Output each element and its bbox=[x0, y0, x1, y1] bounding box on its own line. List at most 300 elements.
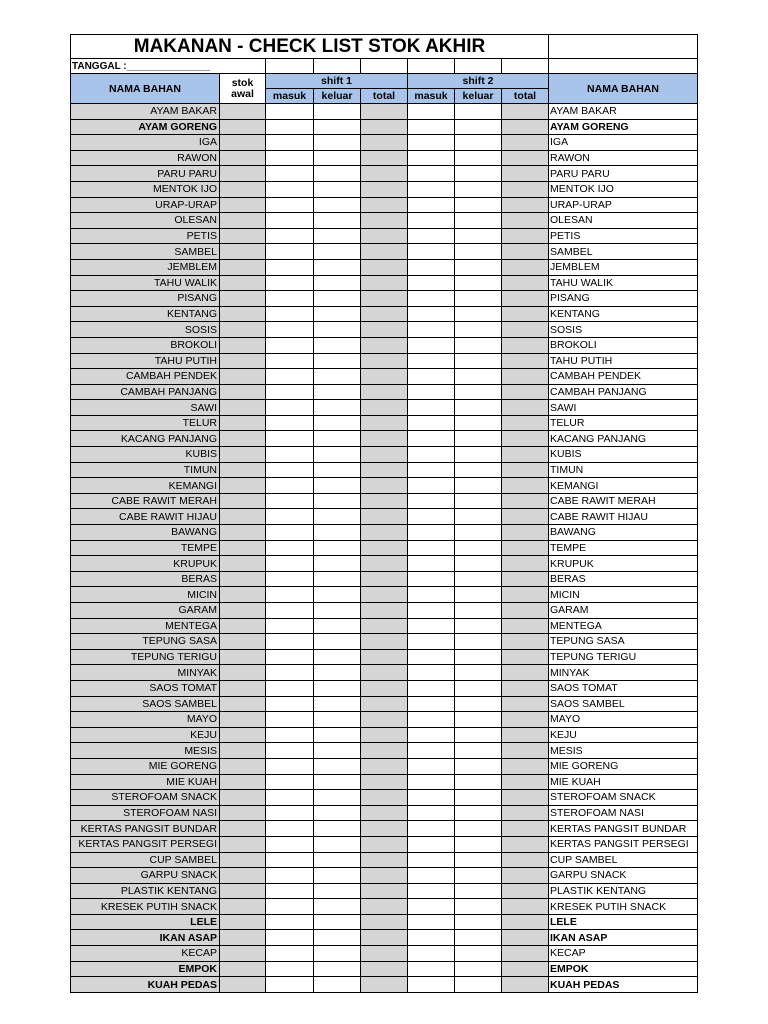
shift2-total-cell[interactable] bbox=[502, 618, 549, 634]
shift2-masuk-cell[interactable] bbox=[408, 244, 455, 260]
shift1-masuk-cell[interactable] bbox=[266, 899, 314, 915]
shift1-masuk-cell[interactable] bbox=[266, 712, 314, 728]
shift2-masuk-cell[interactable] bbox=[408, 509, 455, 525]
shift1-masuk-cell[interactable] bbox=[266, 493, 314, 509]
stok-awal-cell[interactable] bbox=[220, 493, 266, 509]
shift2-keluar-cell[interactable] bbox=[455, 821, 502, 837]
shift1-masuk-cell[interactable] bbox=[266, 680, 314, 696]
shift2-keluar-cell[interactable] bbox=[455, 181, 502, 197]
shift2-masuk-cell[interactable] bbox=[408, 712, 455, 728]
shift2-total-cell[interactable] bbox=[502, 228, 549, 244]
shift2-masuk-cell[interactable] bbox=[408, 197, 455, 213]
shift1-masuk-cell[interactable] bbox=[266, 914, 314, 930]
shift1-keluar-cell[interactable] bbox=[314, 400, 361, 416]
shift2-keluar-cell[interactable] bbox=[455, 587, 502, 603]
shift1-keluar-cell[interactable] bbox=[314, 914, 361, 930]
shift1-total-cell[interactable] bbox=[361, 150, 408, 166]
shift1-total-cell[interactable] bbox=[361, 774, 408, 790]
shift2-total-cell[interactable] bbox=[502, 821, 549, 837]
shift1-total-cell[interactable] bbox=[361, 790, 408, 806]
stok-awal-cell[interactable] bbox=[220, 930, 266, 946]
shift1-total-cell[interactable] bbox=[361, 478, 408, 494]
shift2-keluar-cell[interactable] bbox=[455, 244, 502, 260]
shift2-total-cell[interactable] bbox=[502, 462, 549, 478]
shift1-total-cell[interactable] bbox=[361, 166, 408, 182]
shift2-masuk-cell[interactable] bbox=[408, 337, 455, 353]
shift1-keluar-cell[interactable] bbox=[314, 384, 361, 400]
shift1-keluar-cell[interactable] bbox=[314, 509, 361, 525]
shift1-keluar-cell[interactable] bbox=[314, 712, 361, 728]
shift2-keluar-cell[interactable] bbox=[455, 634, 502, 650]
shift2-masuk-cell[interactable] bbox=[408, 104, 455, 120]
shift1-total-cell[interactable] bbox=[361, 836, 408, 852]
shift2-keluar-cell[interactable] bbox=[455, 836, 502, 852]
shift1-masuk-cell[interactable] bbox=[266, 384, 314, 400]
shift2-masuk-cell[interactable] bbox=[408, 135, 455, 151]
shift2-masuk-cell[interactable] bbox=[408, 883, 455, 899]
shift2-total-cell[interactable] bbox=[502, 883, 549, 899]
shift2-keluar-cell[interactable] bbox=[455, 197, 502, 213]
shift1-keluar-cell[interactable] bbox=[314, 291, 361, 307]
shift2-total-cell[interactable] bbox=[502, 275, 549, 291]
shift2-total-cell[interactable] bbox=[502, 587, 549, 603]
stok-awal-cell[interactable] bbox=[220, 478, 266, 494]
shift2-keluar-cell[interactable] bbox=[455, 493, 502, 509]
shift2-keluar-cell[interactable] bbox=[455, 135, 502, 151]
shift1-keluar-cell[interactable] bbox=[314, 306, 361, 322]
shift2-masuk-cell[interactable] bbox=[408, 306, 455, 322]
shift1-keluar-cell[interactable] bbox=[314, 790, 361, 806]
shift1-keluar-cell[interactable] bbox=[314, 852, 361, 868]
shift2-keluar-cell[interactable] bbox=[455, 228, 502, 244]
stok-awal-cell[interactable] bbox=[220, 197, 266, 213]
shift1-masuk-cell[interactable] bbox=[266, 150, 314, 166]
shift1-total-cell[interactable] bbox=[361, 306, 408, 322]
shift2-keluar-cell[interactable] bbox=[455, 899, 502, 915]
shift2-masuk-cell[interactable] bbox=[408, 353, 455, 369]
shift2-keluar-cell[interactable] bbox=[455, 680, 502, 696]
shift1-total-cell[interactable] bbox=[361, 525, 408, 541]
shift2-total-cell[interactable] bbox=[502, 259, 549, 275]
shift2-keluar-cell[interactable] bbox=[455, 774, 502, 790]
shift1-masuk-cell[interactable] bbox=[266, 322, 314, 338]
shift1-total-cell[interactable] bbox=[361, 462, 408, 478]
shift1-total-cell[interactable] bbox=[361, 946, 408, 962]
shift1-total-cell[interactable] bbox=[361, 587, 408, 603]
shift1-masuk-cell[interactable] bbox=[266, 181, 314, 197]
shift1-total-cell[interactable] bbox=[361, 556, 408, 572]
shift1-masuk-cell[interactable] bbox=[266, 571, 314, 587]
shift2-masuk-cell[interactable] bbox=[408, 758, 455, 774]
shift2-keluar-cell[interactable] bbox=[455, 104, 502, 120]
shift1-keluar-cell[interactable] bbox=[314, 571, 361, 587]
shift2-keluar-cell[interactable] bbox=[455, 525, 502, 541]
shift2-total-cell[interactable] bbox=[502, 509, 549, 525]
shift2-total-cell[interactable] bbox=[502, 634, 549, 650]
shift1-total-cell[interactable] bbox=[361, 540, 408, 556]
shift2-total-cell[interactable] bbox=[502, 977, 549, 993]
shift2-masuk-cell[interactable] bbox=[408, 369, 455, 385]
stok-awal-cell[interactable] bbox=[220, 977, 266, 993]
shift1-total-cell[interactable] bbox=[361, 712, 408, 728]
shift2-total-cell[interactable] bbox=[502, 556, 549, 572]
stok-awal-cell[interactable] bbox=[220, 774, 266, 790]
shift2-masuk-cell[interactable] bbox=[408, 493, 455, 509]
shift2-keluar-cell[interactable] bbox=[455, 306, 502, 322]
shift1-masuk-cell[interactable] bbox=[266, 135, 314, 151]
stok-awal-cell[interactable] bbox=[220, 369, 266, 385]
shift2-total-cell[interactable] bbox=[502, 914, 549, 930]
shift1-keluar-cell[interactable] bbox=[314, 337, 361, 353]
shift1-keluar-cell[interactable] bbox=[314, 727, 361, 743]
stok-awal-cell[interactable] bbox=[220, 556, 266, 572]
shift2-total-cell[interactable] bbox=[502, 852, 549, 868]
shift2-keluar-cell[interactable] bbox=[455, 977, 502, 993]
shift1-total-cell[interactable] bbox=[361, 291, 408, 307]
shift2-keluar-cell[interactable] bbox=[455, 291, 502, 307]
shift2-total-cell[interactable] bbox=[502, 774, 549, 790]
shift2-total-cell[interactable] bbox=[502, 415, 549, 431]
shift1-total-cell[interactable] bbox=[361, 899, 408, 915]
shift1-masuk-cell[interactable] bbox=[266, 104, 314, 120]
shift1-masuk-cell[interactable] bbox=[266, 119, 314, 135]
shift2-keluar-cell[interactable] bbox=[455, 914, 502, 930]
shift2-masuk-cell[interactable] bbox=[408, 259, 455, 275]
shift2-total-cell[interactable] bbox=[502, 135, 549, 151]
shift1-keluar-cell[interactable] bbox=[314, 774, 361, 790]
shift1-keluar-cell[interactable] bbox=[314, 540, 361, 556]
shift2-masuk-cell[interactable] bbox=[408, 930, 455, 946]
shift1-total-cell[interactable] bbox=[361, 104, 408, 120]
stok-awal-cell[interactable] bbox=[220, 758, 266, 774]
shift1-total-cell[interactable] bbox=[361, 680, 408, 696]
shift1-total-cell[interactable] bbox=[361, 852, 408, 868]
shift1-total-cell[interactable] bbox=[361, 883, 408, 899]
stok-awal-cell[interactable] bbox=[220, 634, 266, 650]
shift2-masuk-cell[interactable] bbox=[408, 213, 455, 229]
shift1-keluar-cell[interactable] bbox=[314, 883, 361, 899]
shift1-keluar-cell[interactable] bbox=[314, 758, 361, 774]
stok-awal-cell[interactable] bbox=[220, 306, 266, 322]
stok-awal-cell[interactable] bbox=[220, 275, 266, 291]
shift2-masuk-cell[interactable] bbox=[408, 150, 455, 166]
shift1-masuk-cell[interactable] bbox=[266, 275, 314, 291]
shift2-keluar-cell[interactable] bbox=[455, 540, 502, 556]
shift1-keluar-cell[interactable] bbox=[314, 150, 361, 166]
shift1-keluar-cell[interactable] bbox=[314, 369, 361, 385]
shift1-total-cell[interactable] bbox=[361, 509, 408, 525]
shift1-keluar-cell[interactable] bbox=[314, 447, 361, 463]
shift2-masuk-cell[interactable] bbox=[408, 462, 455, 478]
shift1-masuk-cell[interactable] bbox=[266, 447, 314, 463]
shift1-keluar-cell[interactable] bbox=[314, 665, 361, 681]
shift2-keluar-cell[interactable] bbox=[455, 696, 502, 712]
shift2-keluar-cell[interactable] bbox=[455, 353, 502, 369]
shift1-keluar-cell[interactable] bbox=[314, 431, 361, 447]
date-field[interactable]: TANGGAL :_______________ bbox=[71, 59, 266, 74]
shift2-total-cell[interactable] bbox=[502, 493, 549, 509]
shift2-keluar-cell[interactable] bbox=[455, 805, 502, 821]
shift2-masuk-cell[interactable] bbox=[408, 680, 455, 696]
stok-awal-cell[interactable] bbox=[220, 587, 266, 603]
shift1-masuk-cell[interactable] bbox=[266, 213, 314, 229]
shift2-masuk-cell[interactable] bbox=[408, 384, 455, 400]
shift1-keluar-cell[interactable] bbox=[314, 946, 361, 962]
shift2-total-cell[interactable] bbox=[502, 571, 549, 587]
shift1-masuk-cell[interactable] bbox=[266, 790, 314, 806]
shift1-masuk-cell[interactable] bbox=[266, 462, 314, 478]
shift2-keluar-cell[interactable] bbox=[455, 868, 502, 884]
shift1-keluar-cell[interactable] bbox=[314, 353, 361, 369]
shift2-keluar-cell[interactable] bbox=[455, 322, 502, 338]
shift1-total-cell[interactable] bbox=[361, 181, 408, 197]
shift2-keluar-cell[interactable] bbox=[455, 961, 502, 977]
shift2-total-cell[interactable] bbox=[502, 727, 549, 743]
shift2-keluar-cell[interactable] bbox=[455, 478, 502, 494]
shift1-masuk-cell[interactable] bbox=[266, 868, 314, 884]
shift1-total-cell[interactable] bbox=[361, 868, 408, 884]
shift2-keluar-cell[interactable] bbox=[455, 213, 502, 229]
stok-awal-cell[interactable] bbox=[220, 821, 266, 837]
shift1-masuk-cell[interactable] bbox=[266, 197, 314, 213]
stok-awal-cell[interactable] bbox=[220, 228, 266, 244]
stok-awal-cell[interactable] bbox=[220, 696, 266, 712]
shift2-masuk-cell[interactable] bbox=[408, 447, 455, 463]
shift2-masuk-cell[interactable] bbox=[408, 977, 455, 993]
shift1-keluar-cell[interactable] bbox=[314, 649, 361, 665]
shift2-total-cell[interactable] bbox=[502, 525, 549, 541]
shift1-total-cell[interactable] bbox=[361, 337, 408, 353]
shift2-masuk-cell[interactable] bbox=[408, 603, 455, 619]
shift1-keluar-cell[interactable] bbox=[314, 275, 361, 291]
stok-awal-cell[interactable] bbox=[220, 213, 266, 229]
stok-awal-cell[interactable] bbox=[220, 946, 266, 962]
shift1-masuk-cell[interactable] bbox=[266, 540, 314, 556]
shift1-keluar-cell[interactable] bbox=[314, 743, 361, 759]
shift2-masuk-cell[interactable] bbox=[408, 805, 455, 821]
shift2-masuk-cell[interactable] bbox=[408, 649, 455, 665]
shift1-total-cell[interactable] bbox=[361, 805, 408, 821]
shift2-total-cell[interactable] bbox=[502, 899, 549, 915]
stok-awal-cell[interactable] bbox=[220, 337, 266, 353]
shift2-masuk-cell[interactable] bbox=[408, 431, 455, 447]
shift2-total-cell[interactable] bbox=[502, 805, 549, 821]
stok-awal-cell[interactable] bbox=[220, 727, 266, 743]
shift1-keluar-cell[interactable] bbox=[314, 868, 361, 884]
shift1-masuk-cell[interactable] bbox=[266, 758, 314, 774]
shift1-total-cell[interactable] bbox=[361, 961, 408, 977]
shift1-masuk-cell[interactable] bbox=[266, 369, 314, 385]
shift1-total-cell[interactable] bbox=[361, 618, 408, 634]
shift1-total-cell[interactable] bbox=[361, 930, 408, 946]
shift2-masuk-cell[interactable] bbox=[408, 181, 455, 197]
shift1-masuk-cell[interactable] bbox=[266, 556, 314, 572]
shift2-masuk-cell[interactable] bbox=[408, 119, 455, 135]
shift1-masuk-cell[interactable] bbox=[266, 478, 314, 494]
shift2-total-cell[interactable] bbox=[502, 337, 549, 353]
shift2-total-cell[interactable] bbox=[502, 680, 549, 696]
shift2-keluar-cell[interactable] bbox=[455, 790, 502, 806]
shift1-total-cell[interactable] bbox=[361, 634, 408, 650]
stok-awal-cell[interactable] bbox=[220, 743, 266, 759]
shift2-masuk-cell[interactable] bbox=[408, 571, 455, 587]
shift1-keluar-cell[interactable] bbox=[314, 618, 361, 634]
shift1-masuk-cell[interactable] bbox=[266, 306, 314, 322]
shift2-keluar-cell[interactable] bbox=[455, 603, 502, 619]
shift2-keluar-cell[interactable] bbox=[455, 400, 502, 416]
shift1-total-cell[interactable] bbox=[361, 244, 408, 260]
shift1-keluar-cell[interactable] bbox=[314, 525, 361, 541]
shift2-masuk-cell[interactable] bbox=[408, 774, 455, 790]
shift2-masuk-cell[interactable] bbox=[408, 587, 455, 603]
shift1-total-cell[interactable] bbox=[361, 322, 408, 338]
shift1-keluar-cell[interactable] bbox=[314, 634, 361, 650]
stok-awal-cell[interactable] bbox=[220, 899, 266, 915]
shift1-masuk-cell[interactable] bbox=[266, 774, 314, 790]
stok-awal-cell[interactable] bbox=[220, 836, 266, 852]
shift2-total-cell[interactable] bbox=[502, 213, 549, 229]
shift2-masuk-cell[interactable] bbox=[408, 743, 455, 759]
shift2-total-cell[interactable] bbox=[502, 447, 549, 463]
shift2-keluar-cell[interactable] bbox=[455, 275, 502, 291]
stok-awal-cell[interactable] bbox=[220, 150, 266, 166]
shift1-masuk-cell[interactable] bbox=[266, 696, 314, 712]
shift2-total-cell[interactable] bbox=[502, 306, 549, 322]
shift2-keluar-cell[interactable] bbox=[455, 930, 502, 946]
stok-awal-cell[interactable] bbox=[220, 509, 266, 525]
stok-awal-cell[interactable] bbox=[220, 712, 266, 728]
shift1-masuk-cell[interactable] bbox=[266, 836, 314, 852]
shift2-total-cell[interactable] bbox=[502, 696, 549, 712]
shift1-masuk-cell[interactable] bbox=[266, 291, 314, 307]
shift2-total-cell[interactable] bbox=[502, 836, 549, 852]
shift2-keluar-cell[interactable] bbox=[455, 571, 502, 587]
shift1-keluar-cell[interactable] bbox=[314, 166, 361, 182]
stok-awal-cell[interactable] bbox=[220, 525, 266, 541]
shift2-keluar-cell[interactable] bbox=[455, 743, 502, 759]
shift1-masuk-cell[interactable] bbox=[266, 727, 314, 743]
shift1-total-cell[interactable] bbox=[361, 119, 408, 135]
shift1-masuk-cell[interactable] bbox=[266, 431, 314, 447]
shift2-keluar-cell[interactable] bbox=[455, 384, 502, 400]
shift2-total-cell[interactable] bbox=[502, 291, 549, 307]
shift1-keluar-cell[interactable] bbox=[314, 228, 361, 244]
shift2-masuk-cell[interactable] bbox=[408, 634, 455, 650]
shift1-keluar-cell[interactable] bbox=[314, 181, 361, 197]
shift2-keluar-cell[interactable] bbox=[455, 665, 502, 681]
shift1-total-cell[interactable] bbox=[361, 743, 408, 759]
shift1-masuk-cell[interactable] bbox=[266, 883, 314, 899]
shift1-keluar-cell[interactable] bbox=[314, 930, 361, 946]
shift2-masuk-cell[interactable] bbox=[408, 166, 455, 182]
shift2-masuk-cell[interactable] bbox=[408, 275, 455, 291]
shift1-total-cell[interactable] bbox=[361, 665, 408, 681]
shift1-total-cell[interactable] bbox=[361, 431, 408, 447]
shift2-total-cell[interactable] bbox=[502, 181, 549, 197]
shift1-keluar-cell[interactable] bbox=[314, 587, 361, 603]
stok-awal-cell[interactable] bbox=[220, 447, 266, 463]
shift1-total-cell[interactable] bbox=[361, 493, 408, 509]
shift2-total-cell[interactable] bbox=[502, 946, 549, 962]
shift2-total-cell[interactable] bbox=[502, 431, 549, 447]
shift2-keluar-cell[interactable] bbox=[455, 431, 502, 447]
shift1-total-cell[interactable] bbox=[361, 571, 408, 587]
shift1-masuk-cell[interactable] bbox=[266, 525, 314, 541]
shift1-masuk-cell[interactable] bbox=[266, 618, 314, 634]
stok-awal-cell[interactable] bbox=[220, 883, 266, 899]
stok-awal-cell[interactable] bbox=[220, 914, 266, 930]
shift1-masuk-cell[interactable] bbox=[266, 228, 314, 244]
stok-awal-cell[interactable] bbox=[220, 649, 266, 665]
stok-awal-cell[interactable] bbox=[220, 852, 266, 868]
shift1-total-cell[interactable] bbox=[361, 213, 408, 229]
shift2-masuk-cell[interactable] bbox=[408, 291, 455, 307]
shift2-total-cell[interactable] bbox=[502, 104, 549, 120]
shift1-total-cell[interactable] bbox=[361, 696, 408, 712]
shift2-total-cell[interactable] bbox=[502, 603, 549, 619]
shift1-keluar-cell[interactable] bbox=[314, 135, 361, 151]
shift1-total-cell[interactable] bbox=[361, 197, 408, 213]
shift2-total-cell[interactable] bbox=[502, 649, 549, 665]
shift2-masuk-cell[interactable] bbox=[408, 556, 455, 572]
shift2-masuk-cell[interactable] bbox=[408, 696, 455, 712]
shift2-total-cell[interactable] bbox=[502, 384, 549, 400]
shift1-masuk-cell[interactable] bbox=[266, 961, 314, 977]
shift2-keluar-cell[interactable] bbox=[455, 712, 502, 728]
shift2-keluar-cell[interactable] bbox=[455, 509, 502, 525]
shift2-total-cell[interactable] bbox=[502, 119, 549, 135]
shift1-keluar-cell[interactable] bbox=[314, 104, 361, 120]
stok-awal-cell[interactable] bbox=[220, 680, 266, 696]
shift1-total-cell[interactable] bbox=[361, 228, 408, 244]
shift2-masuk-cell[interactable] bbox=[408, 836, 455, 852]
shift1-keluar-cell[interactable] bbox=[314, 603, 361, 619]
shift1-keluar-cell[interactable] bbox=[314, 696, 361, 712]
stok-awal-cell[interactable] bbox=[220, 415, 266, 431]
shift2-masuk-cell[interactable] bbox=[408, 540, 455, 556]
shift2-total-cell[interactable] bbox=[502, 743, 549, 759]
shift2-masuk-cell[interactable] bbox=[408, 961, 455, 977]
shift1-keluar-cell[interactable] bbox=[314, 322, 361, 338]
shift2-masuk-cell[interactable] bbox=[408, 727, 455, 743]
shift1-total-cell[interactable] bbox=[361, 649, 408, 665]
stok-awal-cell[interactable] bbox=[220, 603, 266, 619]
stok-awal-cell[interactable] bbox=[220, 462, 266, 478]
stok-awal-cell[interactable] bbox=[220, 384, 266, 400]
shift1-masuk-cell[interactable] bbox=[266, 337, 314, 353]
shift1-masuk-cell[interactable] bbox=[266, 509, 314, 525]
shift1-masuk-cell[interactable] bbox=[266, 415, 314, 431]
shift2-keluar-cell[interactable] bbox=[455, 852, 502, 868]
shift2-total-cell[interactable] bbox=[502, 150, 549, 166]
shift1-keluar-cell[interactable] bbox=[314, 462, 361, 478]
shift2-keluar-cell[interactable] bbox=[455, 415, 502, 431]
shift1-total-cell[interactable] bbox=[361, 400, 408, 416]
shift2-total-cell[interactable] bbox=[502, 244, 549, 260]
stok-awal-cell[interactable] bbox=[220, 244, 266, 260]
shift2-keluar-cell[interactable] bbox=[455, 150, 502, 166]
shift2-keluar-cell[interactable] bbox=[455, 618, 502, 634]
stok-awal-cell[interactable] bbox=[220, 618, 266, 634]
shift1-total-cell[interactable] bbox=[361, 275, 408, 291]
shift2-total-cell[interactable] bbox=[502, 197, 549, 213]
stok-awal-cell[interactable] bbox=[220, 431, 266, 447]
shift1-total-cell[interactable] bbox=[361, 758, 408, 774]
shift1-keluar-cell[interactable] bbox=[314, 197, 361, 213]
shift1-total-cell[interactable] bbox=[361, 384, 408, 400]
shift2-keluar-cell[interactable] bbox=[455, 462, 502, 478]
shift2-keluar-cell[interactable] bbox=[455, 727, 502, 743]
